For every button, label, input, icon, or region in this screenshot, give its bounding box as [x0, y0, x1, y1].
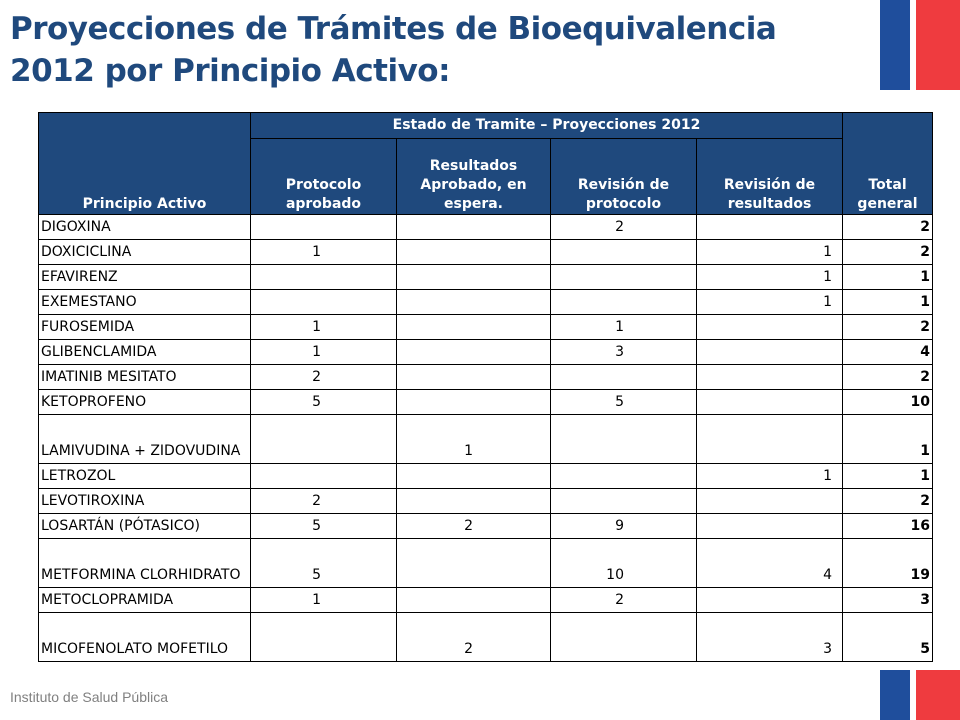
header-revision-protocolo: Revisión de protocolo: [551, 139, 697, 215]
chile-flag-stripes-bottom: [880, 670, 960, 720]
cell-resultados-aprobado: [397, 588, 551, 613]
cell-protocolo-aprobado: 5: [251, 514, 397, 539]
bioequivalence-table: [38, 112, 933, 662]
cell-resultados-aprobado: [397, 265, 551, 290]
cell-protocolo-aprobado: [251, 415, 397, 464]
cell-resultados-aprobado: [397, 464, 551, 489]
cell-revision-resultados: [697, 340, 843, 365]
cell-principio-activo: METOCLOPRAMIDA: [39, 588, 251, 613]
header-protocolo-aprobado: Protocolo aprobado: [251, 139, 397, 215]
cell-resultados-aprobado: 2: [397, 613, 551, 662]
cell-revision-protocolo: [551, 464, 697, 489]
cell-resultados-aprobado: [397, 315, 551, 340]
cell-protocolo-aprobado: 1: [251, 340, 397, 365]
cell-protocolo-aprobado: [251, 265, 397, 290]
cell-resultados-aprobado: [397, 240, 551, 265]
cell-protocolo-aprobado: [251, 464, 397, 489]
table-row: [39, 514, 933, 539]
cell-total-general: 2: [843, 489, 933, 514]
cell-principio-activo: GLIBENCLAMIDA: [39, 340, 251, 365]
cell-principio-activo: LETROZOL: [39, 464, 251, 489]
table-row: [39, 290, 933, 315]
cell-protocolo-aprobado: 2: [251, 365, 397, 390]
header-revision-resultados: Revisión de resultados: [697, 139, 843, 215]
cell-resultados-aprobado: [397, 390, 551, 415]
table-row: [39, 215, 933, 240]
cell-total-general: 5: [843, 613, 933, 662]
cell-resultados-aprobado: [397, 340, 551, 365]
cell-total-general: 2: [843, 315, 933, 340]
cell-principio-activo: EXEMESTANO: [39, 290, 251, 315]
table-row: [39, 365, 933, 390]
header-estado-tramite: Estado de Tramite – Proyecciones 2012: [251, 113, 843, 139]
cell-principio-activo: FUROSEMIDA: [39, 315, 251, 340]
cell-protocolo-aprobado: 1: [251, 315, 397, 340]
cell-revision-resultados: 1: [697, 290, 843, 315]
cell-revision-protocolo: 9: [551, 514, 697, 539]
cell-revision-resultados: [697, 215, 843, 240]
cell-revision-protocolo: [551, 365, 697, 390]
cell-total-general: 1: [843, 415, 933, 464]
cell-total-general: 1: [843, 290, 933, 315]
cell-protocolo-aprobado: 2: [251, 489, 397, 514]
cell-total-general: 10: [843, 390, 933, 415]
table-row: [39, 265, 933, 290]
cell-principio-activo: LAMIVUDINA + ZIDOVUDINA: [39, 415, 251, 464]
table-row: [39, 539, 933, 588]
cell-protocolo-aprobado: 1: [251, 588, 397, 613]
cell-total-general: 2: [843, 240, 933, 265]
cell-revision-protocolo: [551, 489, 697, 514]
cell-protocolo-aprobado: [251, 215, 397, 240]
cell-revision-resultados: [697, 315, 843, 340]
cell-total-general: 1: [843, 464, 933, 489]
cell-resultados-aprobado: 2: [397, 514, 551, 539]
cell-total-general: 2: [843, 365, 933, 390]
cell-revision-protocolo: [551, 265, 697, 290]
cell-principio-activo: IMATINIB MESITATO: [39, 365, 251, 390]
cell-resultados-aprobado: [397, 290, 551, 315]
cell-resultados-aprobado: [397, 365, 551, 390]
cell-principio-activo: EFAVIRENZ: [39, 265, 251, 290]
cell-protocolo-aprobado: 5: [251, 390, 397, 415]
footer-institution: Instituto de Salud Pública: [10, 689, 168, 705]
table-row: [39, 390, 933, 415]
cell-total-general: 2: [843, 215, 933, 240]
cell-revision-protocolo: 1: [551, 315, 697, 340]
header-resultados-aprobado: Resultados Aprobado, en espera.: [397, 139, 551, 215]
cell-revision-protocolo: 10: [551, 539, 697, 588]
cell-total-general: 19: [843, 539, 933, 588]
cell-revision-protocolo: [551, 290, 697, 315]
cell-revision-resultados: 1: [697, 240, 843, 265]
cell-protocolo-aprobado: [251, 613, 397, 662]
header-total-general: Total general: [843, 113, 933, 215]
cell-revision-resultados: 1: [697, 265, 843, 290]
cell-resultados-aprobado: 1: [397, 415, 551, 464]
cell-protocolo-aprobado: 1: [251, 240, 397, 265]
cell-total-general: 4: [843, 340, 933, 365]
chile-flag-stripes-top: [880, 0, 960, 90]
cell-resultados-aprobado: [397, 215, 551, 240]
cell-revision-resultados: [697, 588, 843, 613]
cell-total-general: 3: [843, 588, 933, 613]
cell-revision-protocolo: 5: [551, 390, 697, 415]
cell-revision-resultados: [697, 390, 843, 415]
cell-principio-activo: DIGOXINA: [39, 215, 251, 240]
cell-revision-protocolo: [551, 415, 697, 464]
cell-revision-protocolo: 2: [551, 588, 697, 613]
table-row: [39, 489, 933, 514]
cell-revision-protocolo: 3: [551, 340, 697, 365]
table-row: [39, 588, 933, 613]
cell-revision-protocolo: [551, 613, 697, 662]
cell-revision-resultados: [697, 415, 843, 464]
cell-revision-resultados: 1: [697, 464, 843, 489]
table-row: [39, 340, 933, 365]
cell-principio-activo: LEVOTIROXINA: [39, 489, 251, 514]
header-principio-activo: Principio Activo: [39, 113, 251, 215]
cell-resultados-aprobado: [397, 489, 551, 514]
page-title: Proyecciones de Trámites de Bioequivalencia 2012 por Principio Activo:: [10, 11, 777, 89]
cell-principio-activo: DOXICICLINA: [39, 240, 251, 265]
table-row: [39, 240, 933, 265]
cell-revision-resultados: [697, 514, 843, 539]
cell-principio-activo: LOSARTÁN (PÓTASICO): [39, 514, 251, 539]
cell-revision-resultados: 4: [697, 539, 843, 588]
cell-principio-activo: MICOFENOLATO MOFETILO: [39, 613, 251, 662]
cell-principio-activo: KETOPROFENO: [39, 390, 251, 415]
cell-revision-protocolo: [551, 240, 697, 265]
table-row: [39, 315, 933, 340]
table-row: [39, 613, 933, 662]
cell-revision-resultados: [697, 489, 843, 514]
cell-total-general: 1: [843, 265, 933, 290]
cell-protocolo-aprobado: [251, 290, 397, 315]
cell-protocolo-aprobado: 5: [251, 539, 397, 588]
table-row: [39, 415, 933, 464]
cell-principio-activo: METFORMINA CLORHIDRATO: [39, 539, 251, 588]
cell-revision-resultados: 3: [697, 613, 843, 662]
cell-revision-resultados: [697, 365, 843, 390]
cell-revision-protocolo: 2: [551, 215, 697, 240]
cell-resultados-aprobado: [397, 539, 551, 588]
table-row: [39, 464, 933, 489]
cell-total-general: 16: [843, 514, 933, 539]
